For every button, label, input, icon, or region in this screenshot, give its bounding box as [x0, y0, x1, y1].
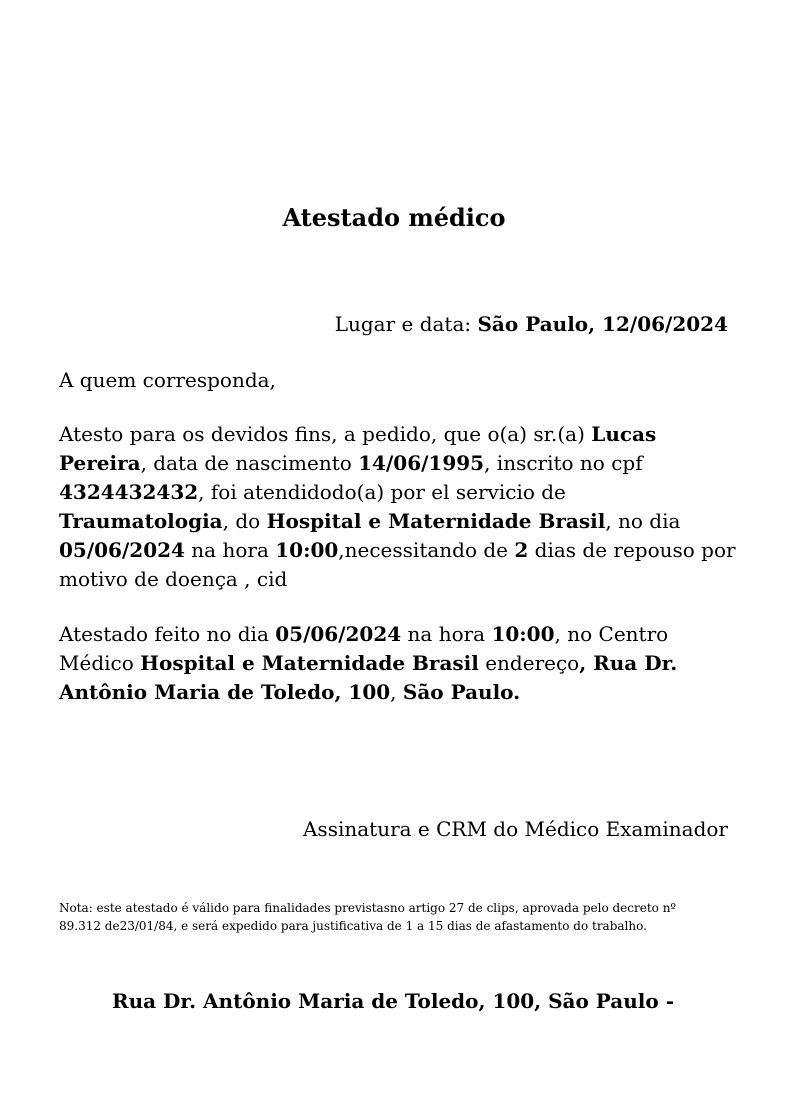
place-and-date [335, 312, 728, 336]
issue-city: São Paulo. [402, 680, 521, 704]
cpf-number: 4324432432 [59, 480, 199, 504]
body1-text-3: , inscrito no cpf [484, 451, 643, 475]
body1-text-2: , data de nascimento [140, 451, 352, 475]
place-date-value: São Paulo, 12/06/2024 [477, 312, 728, 336]
rest-days: 2 [514, 538, 529, 562]
body1-text-6: , no dia [605, 509, 681, 533]
body2-text-5: , [390, 680, 397, 704]
body2-text-1: Atestado feito no dia [59, 622, 269, 646]
body2-text-2: na hora [407, 622, 486, 646]
body1-text-8: ,necessitando de [338, 538, 508, 562]
birth-date: 14/06/1995 [358, 451, 485, 475]
issue-time: 10:00 [491, 622, 555, 646]
attendance-time: 10:00 [275, 538, 339, 562]
medical-service: Traumatologia [59, 509, 223, 533]
place-date-label: Lugar e data: [334, 312, 472, 336]
greeting: A quem corresponda, [59, 368, 276, 392]
footer-address: Rua Dr. Antônio Maria de Toledo, 100, São Paulo - [111, 989, 675, 1013]
attestation-paragraph [59, 420, 739, 594]
body1-text-5: , do [222, 509, 261, 533]
body2-text-4: endereço [485, 651, 580, 675]
body1-text-9: dias de repouso por motivo de doença , cid [59, 538, 736, 591]
body2-text-3: , no Centro Médico [59, 622, 669, 675]
body1-text-1: Atesto para os devidos fins, a pedido, que o(a) sr.(a) [59, 422, 585, 446]
issue-hospital: Hospital e Maternidade Brasil [140, 651, 479, 675]
issue-address: , Rua Dr. Antônio Maria de Toledo, 100 [59, 651, 678, 704]
issue-date: 05/06/2024 [275, 622, 402, 646]
attendance-date: 05/06/2024 [59, 538, 185, 562]
body1-text-7: na hora [191, 538, 269, 562]
legal-note: Nota: este atestado é válido para finalidades previstasno artigo 27 de clips, aprovada pelo decreto nº 89.312 de23/01/84, e será expedido para justificativa de 1 a 15 dias de afastamento do trabalho. [59, 901, 677, 933]
document-title: Atestado médico [282, 203, 506, 232]
issuance-paragraph [59, 620, 739, 707]
signature-line: Assinatura e CRM do Médico Examinador [302, 817, 728, 841]
hospital-name: Hospital e Maternidade Brasil [266, 509, 606, 533]
body1-text-4: , foi atendidodo(a) por el servicio de [198, 480, 566, 504]
patient-name: Lucas Pereira [59, 422, 657, 475]
